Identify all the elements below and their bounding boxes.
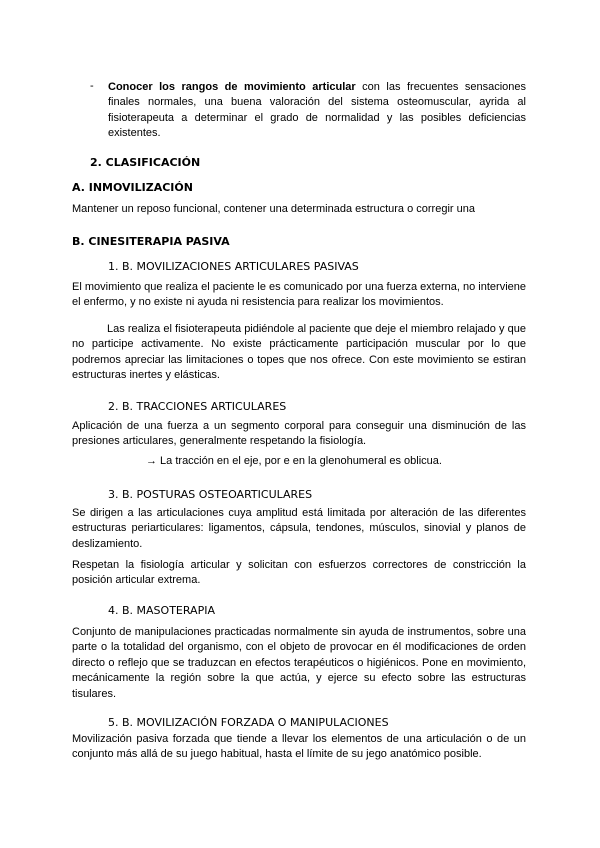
paragraph-tracciones: Aplicación de una fuerza a un segmento corporal para conseguir una disminución de las presiones articulares, generalmente respetando la fisiología.	[72, 420, 526, 448]
paragraph-masoterapia: Conjunto de manipulaciones practicadas normalmente sin ayuda de instrumentos, sobre una parte o la totalidad del organismo, con el objeto de provocar en él modificaciones de orden directo o reflejo que se traduzcan en efectos terapéuticos o higiénicos. Pone en movimiento, mecánicamente la región sobre la que actúa, y ejerce su efecto sobre las estructuras tisulares.	[72, 626, 526, 700]
paragraph-movilizaciones-1: El movimiento que realiza el paciente le es comunicado por una fuerza externa, no interviene el enfermo, y no existe ni ayuda ni resistencia para realizar los movimientos.	[72, 281, 526, 309]
paragraph-posturas-1: Se dirigen a las articulaciones cuya amplitud está limitada por alteración de las diferentes estructuras periarticulares: ligamentos, cápsula, tendones, músculos, sinovial y planos de deslizamiento.	[72, 507, 526, 550]
paragraph-posturas-2: Respetan la fisiología articular y solicitan con esfuerzos correctores de constricción la posición articular extrema.	[72, 559, 526, 587]
heading-cinesiterapia: B. CINESITERAPIA PASIVA	[72, 235, 230, 248]
heading-clasificacion: 2. CLASIFICACIÓN	[90, 156, 201, 169]
heading-inmovilizacion: A. INMOVILIZACIÓN	[72, 181, 193, 194]
bullet-bold-text: Conocer los rangos de movimiento articular	[108, 81, 356, 93]
bullet-marker: -	[90, 80, 94, 92]
paragraph-inmovilizacion: Mantener un reposo funcional, contener una determinada estructura o corregir una	[72, 203, 475, 215]
paragraph-movilizacion-forzada: Movilización pasiva forzada que tiende a llevar los elementos de una articulación o de un conjunto más allá de su juego habitual, hasta el límite de su jego anatómico posible.	[72, 733, 526, 761]
subheading-movilizacion-forzada: 5. B. MOVILIZACIÓN FORZADA O MANIPULACIONES	[108, 716, 389, 729]
bullet-paragraph	[108, 80, 526, 142]
subheading-posturas: 3. B. POSTURAS OSTEOARTICULARES	[108, 488, 313, 501]
paragraph-movilizaciones-2: Las realiza el fisioterapeuta pidiéndole al paciente que deje el miembro relajado y que no participe activamente. No existe prácticamente participación muscular por lo que podremos apreciar las limitaciones o topes que nos ofrece. Con este movimiento se estiran estructuras inertes y elásticas.	[72, 323, 526, 382]
subheading-masoterapia: 4. B. MASOTERAPIA	[108, 604, 215, 617]
note-traccion: → La tracción en el eje, por e en la glenohumeral es oblicua.	[146, 455, 442, 467]
subheading-tracciones: 2. B. TRACCIONES ARTICULARES	[108, 400, 287, 413]
bullet-text: con las frecuentes sensaciones finales normales, una buena valoración del sistema osteomuscular, ayrida al fisioterapeuta a determinar el grado de normalidad y las posibles deficiencias existentes.	[108, 81, 526, 140]
subheading-movilizaciones: 1. B. MOVILIZACIONES ARTICULARES PASIVAS	[108, 260, 359, 273]
